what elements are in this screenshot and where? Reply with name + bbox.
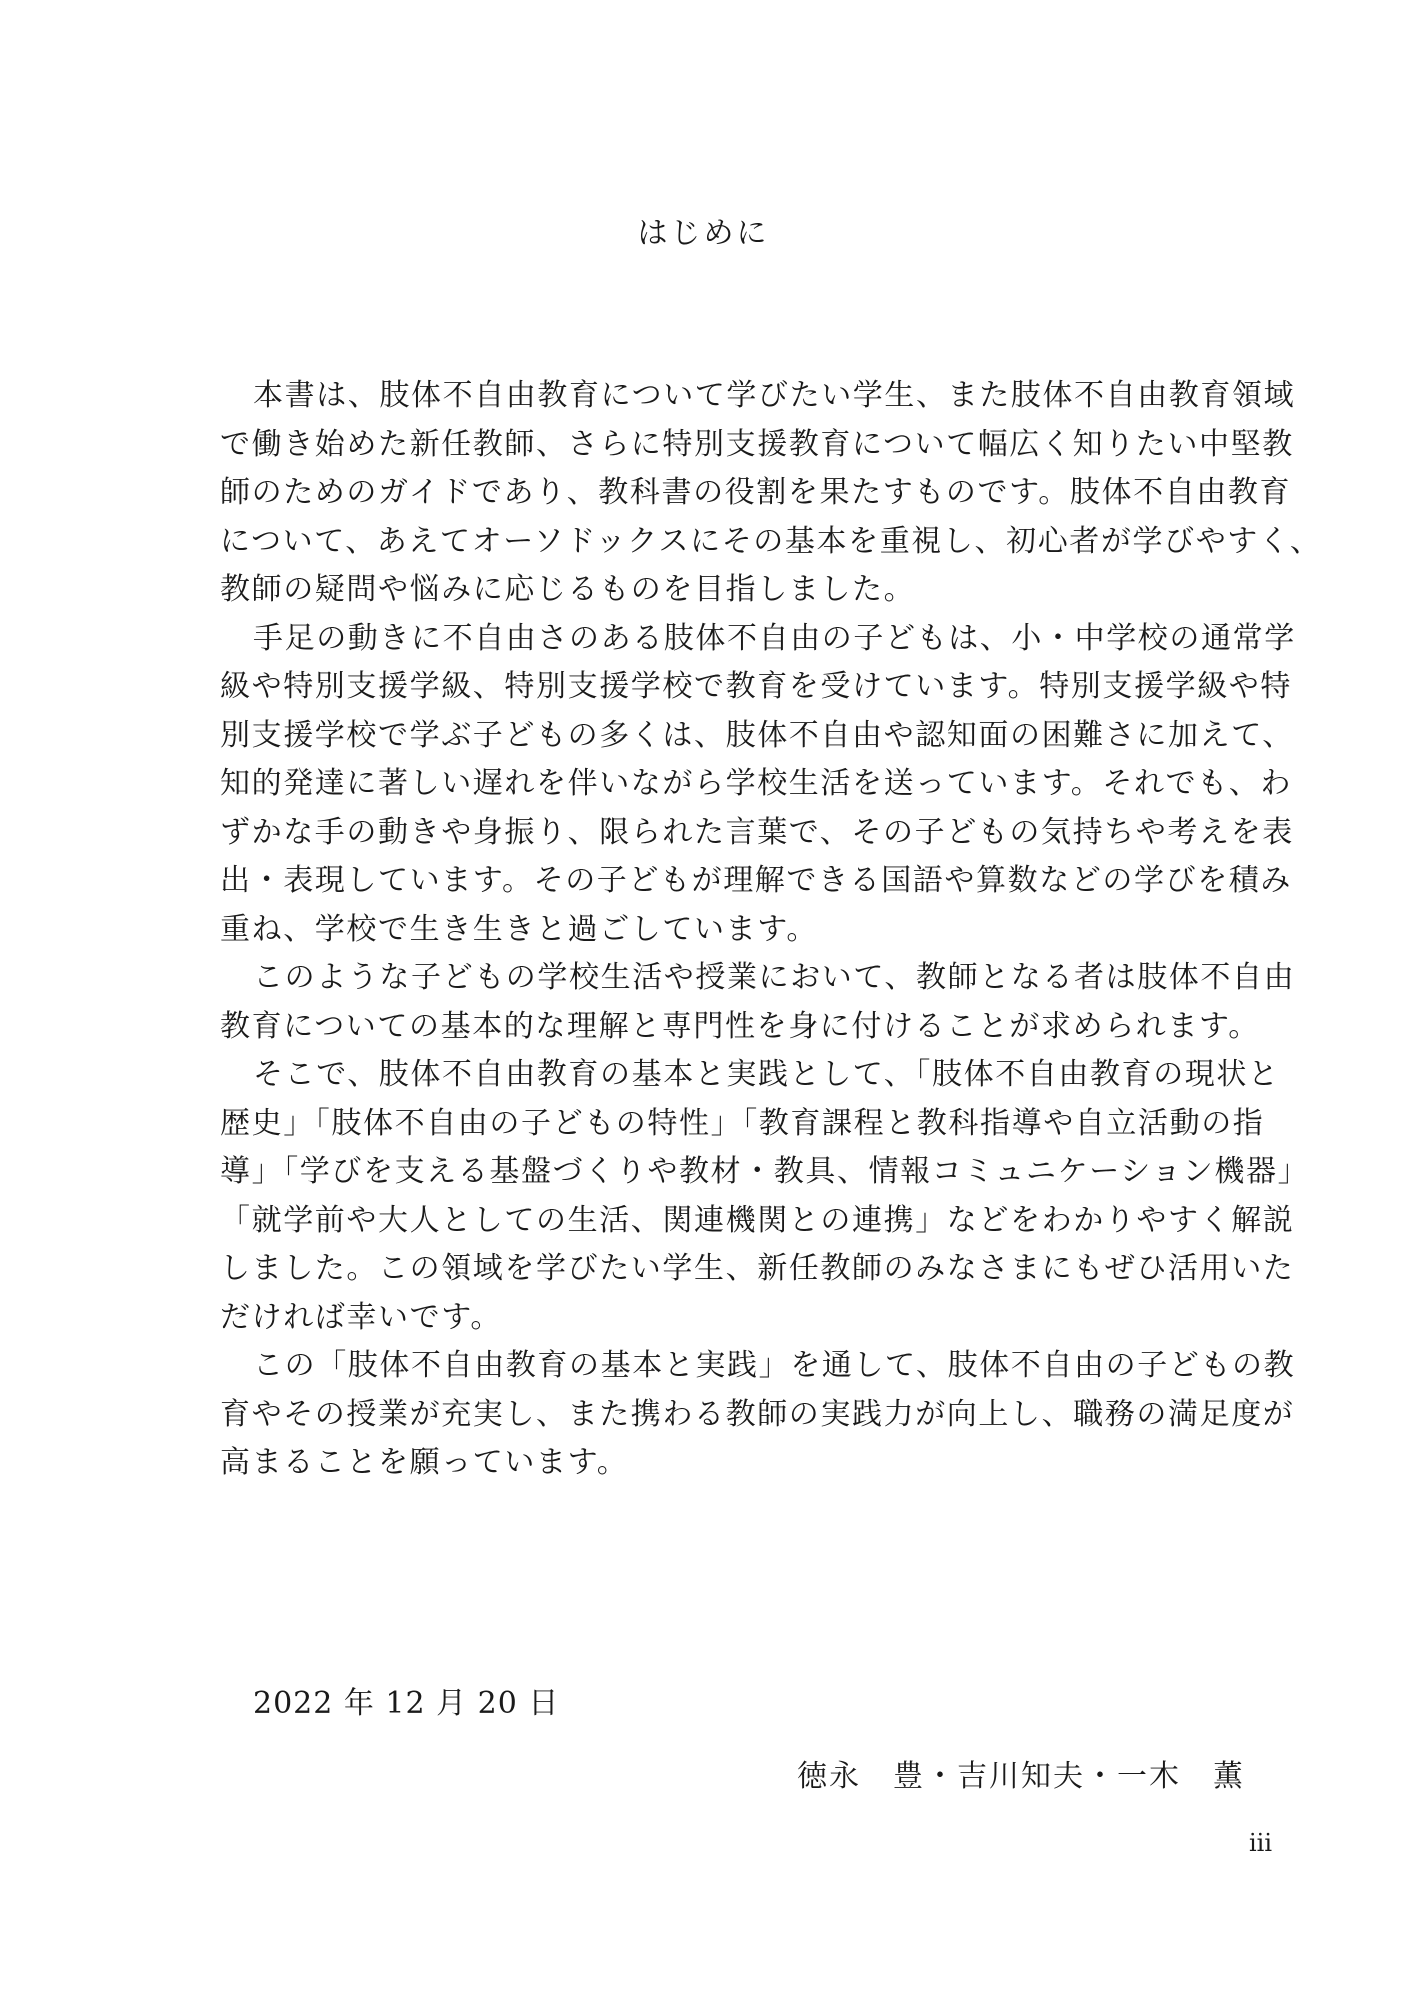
text-line: 「就学前や大人としての生活、関連機関との連携」などをわかりやすく解説: [220, 1202, 1295, 1238]
text-line: 育やその授業が充実し、また携わる教師の実践力が向上し、職務の満足度が: [220, 1396, 1295, 1432]
text-line: この「肢体不自由教育の基本と実践」を通して、肢体不自由の子どもの教: [253, 1348, 1296, 1383]
authors: 徳永 豊・吉川知夫・一木 薫: [797, 1759, 1245, 1794]
text-line: 歴史」「肢体不自由の子どもの特性」「教育課程と教科指導や自立活動の指: [220, 1105, 1265, 1141]
text-line: このような子どもの学校生活や授業において、教師となる者は肢体不自由: [253, 960, 1296, 995]
text-line: 級や特別支援学級、特別支援学校で教育を受けています。特別支援学級や特: [220, 669, 1292, 704]
text-line: 別支援学校で学ぶ子どもの多くは、肢体不自由や認知面の困難さに加えて、: [220, 717, 1294, 753]
text-line: について、あえてオーソドックスにその基本を重視し、初心者が学びやすく、: [220, 523, 1322, 559]
text-line: 重ね、学校で生き生きと過ごしています。: [220, 911, 818, 947]
text-line: 導」「学びを支える基盤づくりや教材・教具、情報コミュニケーション機器」: [220, 1154, 1310, 1189]
text-line: 手足の動きに不自由さのある肢体不自由の子どもは、小・中学校の通常学: [253, 620, 1296, 656]
text-line: 知的発達に著しい遅れを伴いながら学校生活を送っています。それでも、わ: [220, 766, 1292, 801]
text-line: しました。この領域を学びたい学生、新任教師のみなさまにもぜひ活用いた: [220, 1251, 1295, 1286]
text-line: 師のためのガイドであり、教科書の役割を果たすものです。肢体不自由教育: [220, 475, 1292, 510]
date: 2022 年 12 月 20 日: [253, 1686, 560, 1721]
text-line: 高まることを願っています。: [220, 1445, 629, 1480]
text-line: 教育についての基本的な理解と専門性を身に付けることが求められます。: [220, 1008, 1260, 1044]
text-line: 教師の疑問や悩みに応じるものを目指しました。: [220, 572, 916, 607]
page-title: はじめに: [637, 216, 770, 251]
text-line: ずかな手の動きや身振り、限られた言葉で、その子どもの気持ちや考えを表: [220, 814, 1294, 850]
text-line: で働き始めた新任教師、さらに特別支援教育について幅広く知りたい中堅教: [220, 426, 1294, 462]
text-line: だければ幸いです。: [220, 1299, 502, 1335]
text-line: そこで、肢体不自由教育の基本と実践として、「肢体不自由教育の現状と: [253, 1057, 1280, 1092]
text-line: 出・表現しています。その子どもが理解できる国語や算数などの学びを積み: [220, 863, 1292, 898]
body-text: [220, 372, 1322, 1488]
page-number: iii: [1248, 1829, 1272, 1857]
text-line: 本書は、肢体不自由教育について学びたい学生、また肢体不自由教育領域: [253, 378, 1296, 413]
